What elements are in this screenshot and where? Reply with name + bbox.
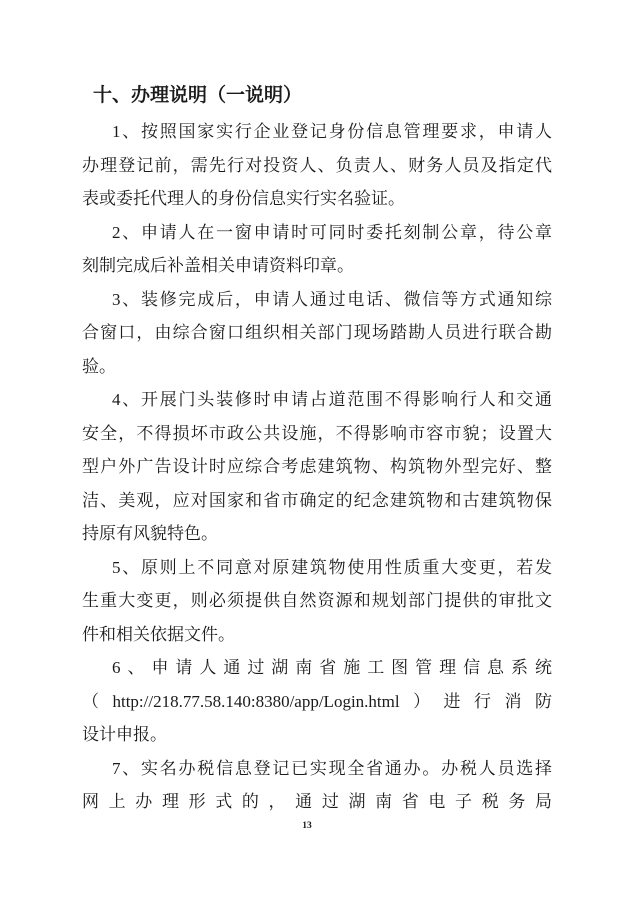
paragraph-5 [82,551,552,652]
paragraph-line: 6、申请人通过湖南省施工图管理信息系统 [112,658,552,677]
paragraph-line: 1、按照国家实行企业登记身份信息管理要求，申请人 [112,122,552,141]
paragraph-line: 验。 [82,356,116,376]
paragraph-line-url: （http://218.77.58.140:8380/app/Login.html）进行消防 [82,691,552,711]
paragraph-line: 设计申报。 [82,725,167,744]
paragraph-6 [82,651,552,752]
paragraph-4 [82,383,552,551]
paragraph-line: 办理登记前，需先行对投资人、负责人、财务人员及指定代 [82,155,552,175]
paragraph-3 [82,283,552,384]
paragraph-line: 表或委托代理人的身份信息实行实名验证。 [82,189,405,208]
paragraph-line: 生重大变更，则必须提供自然资源和规划部门提供的审批文 [82,591,552,610]
paragraph-line: 2、申请人在一窗申请时可同时委托刻制公章，待公章 [112,222,552,242]
paragraph-line: 型户外广告设计时应综合考虑建筑物、构筑物外型完好、整 [82,457,552,476]
section-heading: 十、办理说明（一说明） [93,85,303,106]
paragraph-line: 5、原则上不同意对原建筑物使用性质重大变更，若发 [112,557,552,577]
paragraph-line: 持原有风貌特色。 [82,524,218,543]
page-number: 13 [302,821,312,831]
paragraph-line: 网上办理形式的，通过湖南省电子税务局 [82,792,552,811]
paragraph-line: 刻制完成后补盖相关申请资料印章。 [82,256,354,275]
paragraph-line: 合窗口，由综合窗口组织相关部门现场踏勘人员进行联合勘 [82,323,552,342]
paragraph-7 [82,752,552,819]
paragraph-line: 安全，不得损坏市政公共设施，不得影响市容市貌；设置大 [82,423,552,443]
paragraph-line: 7、实名办税信息登记已实现全省通办。办税人员选择 [112,758,552,778]
paragraph-line: 件和相关依据文件。 [82,624,235,644]
paragraph-line: 3、装修完成后，申请人通过电话、微信等方式通知综 [112,289,552,309]
document-content [82,79,552,819]
paragraph-1 [82,115,552,216]
paragraph-line: 洁、美观，应对国家和省市确定的纪念建筑物和古建筑物保 [82,490,552,510]
paragraph-line: 4、开展门头装修时申请占道范围不得影响行人和交通 [112,390,552,409]
paragraph-2 [82,216,552,283]
